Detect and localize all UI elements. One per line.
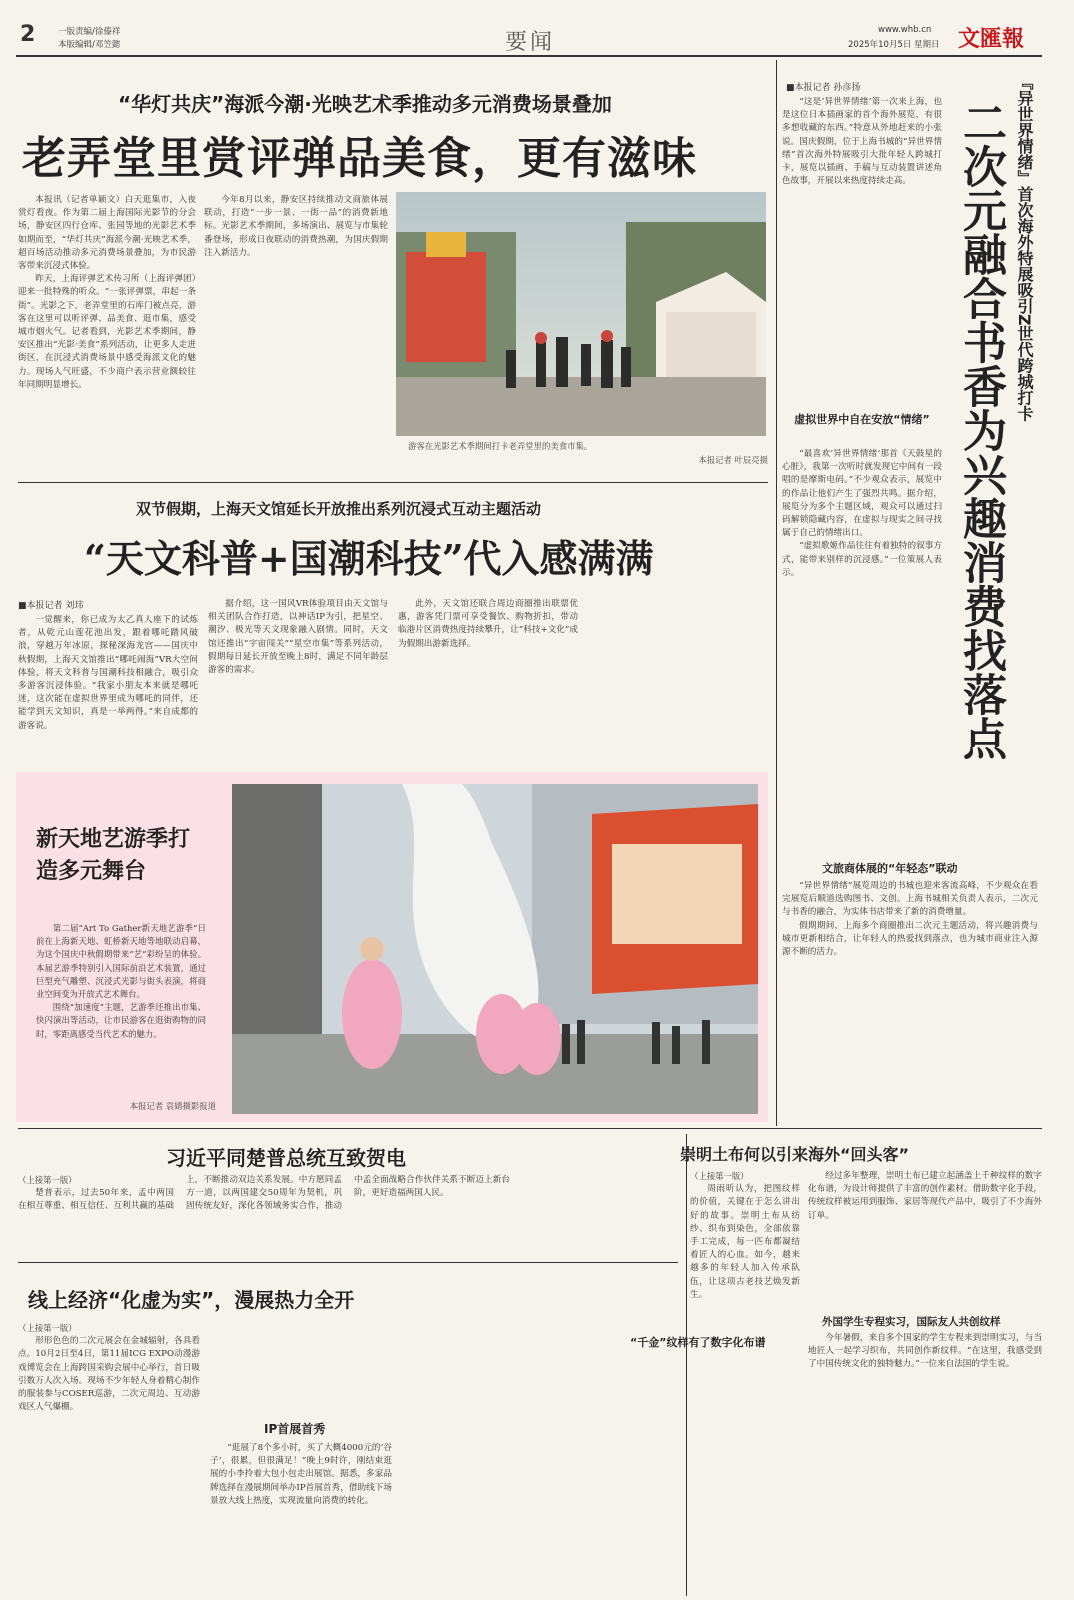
story-chongming-cloth bbox=[630, 1134, 1042, 1596]
newspaper-logo: 文匯報 bbox=[958, 26, 1025, 52]
story2-body2-text: 据介绍，这一国风VR体验项目由天文馆与相关团队合作打造，以神话IP为引，把星空、潮汐、极光等天文现象融入剧情。同时，天文馆还推出“宇宙闯关”“星空市集”等系列活动，假期每日延长开放至晚上8时，满足不同年龄层游客的需求。 bbox=[208, 599, 388, 676]
site-url: www.whb.cn bbox=[878, 25, 932, 35]
story2-col4 bbox=[588, 598, 768, 764]
story1-lead-text: 本报讯（记者单颖文）白天逛集市，入夜赏灯看夜。作为第二届上海国际光影节的分会场，静安区四行仓库、张园等地的光影艺术季如期而至，“华灯共庆”海派今潮·光映艺术季，超百场活动推动多元消费场景叠加，为市民游客带来沉浸式体验。 bbox=[18, 195, 196, 272]
story3-title-text: 新天地艺游季打造多元舞台 bbox=[36, 827, 191, 884]
divider-5 bbox=[776, 60, 777, 1126]
story2-headline: “天文科普+国潮科技”代入感满满 bbox=[84, 536, 654, 581]
story3-title bbox=[36, 824, 201, 888]
story5-col2 bbox=[210, 1442, 392, 1592]
story6-body3-text: 今年暑假，来自多个国家的学生专程来到崇明实习，与当地匠人一起学习织布，共同创作新纹样。“在这里，我感受到了中国传统文化的独特魅力。”一位来自法国的学生说。 bbox=[808, 1333, 1042, 1370]
story5-body-text: 形形色色的二次元展会在金城辐射，各具看点。10月2日至4日，第11届ICG EXPO动漫游戏博览会在上海跨国采购会展中心举行，首日吸引数万人次入场。现场不少年轻人身着精心制作的服装参与COSER巡游，二次元周边、互动游戏区人气爆棚。 bbox=[18, 1336, 200, 1413]
story4-text bbox=[18, 1174, 678, 1254]
night-market-photo bbox=[396, 192, 766, 436]
story1-kicker: “华灯共庆”海派今潮·光映艺术季推动多元消费场景叠加 bbox=[118, 92, 612, 116]
story1-caption: 游客在光影艺术季期间打卡老弄堂里的美食市集。 bbox=[408, 441, 593, 451]
story4-body-text: 楚普表示，过去50年来，孟中两国在相互尊重、相互信任、互利共赢的基础上，不断推动双边关系发展。中方愿同孟方一道，以两国建交50周年为契机，巩固传统友好，深化各领域务实合作，推动中孟全面战略合作伙伴关系不断迈上新台阶，更好造福两国人民。 bbox=[18, 1175, 510, 1212]
story6-cont: （上接第一版） bbox=[690, 1171, 749, 1181]
story5-body2-text: “逛展了8个多小时，买了大概4000元的‘谷子’，很累，但很满足！”晚上9时许，刚结束逛展的小李拎着大包小包走出展馆。据悉，多家品牌选择在漫展期间举办IP首展首秀，借助线下场景放大线上热度，实现流量向消费的转化。 bbox=[210, 1443, 392, 1506]
story5-headline: 线上经济“化虚为实”，漫展热力全开 bbox=[28, 1288, 355, 1312]
story7-body2-text: “最喜欢‘异世界情绪’那首《天鼓星的心脏》，我第一次听时就发现它中间有一段唱的是摩斯电码。”不少观众表示，展览中的作品让他们产生了强烈共鸣。据介绍，展览分为多个主题区域，观众可以通过扫码解锁隐藏内容，在虚拟与现实之间寻找属于自己的情绪出口。 bbox=[782, 449, 942, 539]
story-lane-dining bbox=[18, 60, 768, 480]
story6-subhead-2: 外国学生专程实习，国际友人共创纹样 bbox=[822, 1316, 1001, 1328]
story-xintiandi-box bbox=[16, 772, 768, 1122]
story3-body-text: 第二届“Art To Gather新天地艺游季”日前在上海新天地、虹桥新天地等地联动启幕，为这个国庆中秋假期带来“艺”彩纷呈的体验。本届艺游季特别引入国际前沿艺术装置，通过巨型充气雕塑、沉浸式光影与街头表演，将商业空间变为开放式艺术舞台。 bbox=[36, 923, 206, 1000]
divider-3 bbox=[18, 1262, 678, 1263]
art-installation-photo bbox=[232, 784, 758, 1114]
story7-body4-text: “异世界情绪”展览周边的书城也迎来客流高峰，不少观众在看完展览后顺道选购图书、文创。上海书城相关负责人表示，二次元与书香的融合，为实体书店带来了新的消费增量。 bbox=[782, 881, 1038, 918]
story1-credit: 本报记者 叶辰亮摄 bbox=[698, 455, 768, 465]
story7-subhead bbox=[782, 412, 942, 427]
story-anime-expo bbox=[18, 1266, 678, 1596]
story6-subhead: “千金”纹样有了数字化布谱 bbox=[630, 1336, 766, 1349]
story7-headline: 二次元融合书香为兴趣消费找落点 bbox=[955, 100, 1006, 760]
story6-col1 bbox=[690, 1170, 800, 1590]
story2-body3-text: 此外，天文馆还联合周边商圈推出联票优惠，游客凭门票可享受餐饮、购物折扣，带动临港片区消费热度持续攀升，让“科技+文化”成为假期出游新选择。 bbox=[398, 599, 578, 649]
story7-subhead-text: 虚拟世界中自在安放“情绪” bbox=[794, 413, 930, 426]
story5-col1 bbox=[18, 1322, 200, 1592]
story1-headline: 老弄堂里赏评弹品美食，更有滋味 bbox=[22, 133, 697, 184]
story3-credit: 本报记者 袁婧摄影报道 bbox=[129, 1101, 216, 1111]
masthead-rule bbox=[16, 55, 1042, 57]
story3-photo bbox=[232, 784, 758, 1114]
story2-col1 bbox=[18, 614, 198, 764]
story-planetarium bbox=[18, 488, 768, 770]
section-label: 要闻 bbox=[505, 30, 556, 55]
divider-4 bbox=[686, 1134, 687, 1596]
story7-subhead-2: 文旅商体展的“年轻态”联动 bbox=[822, 862, 958, 875]
story2-col2 bbox=[208, 598, 388, 764]
story1-body-col2 bbox=[204, 194, 388, 474]
story5-col3 bbox=[402, 1278, 672, 1592]
divider-1 bbox=[18, 482, 768, 483]
story7-body-text: “这是‘异世界情绪’第一次来上海，也是这位日本插画家的首个海外展览，有很多想收藏的东西。”特意从外地赶来的小张说。国庆假期，位于上海书城的“异世界情绪”首次海外特展吸引大批年轻人跨城打卡，展览以插画、手稿与互动装置讲述角色故事，开展以来热度持续走高。 bbox=[782, 97, 942, 187]
story7-side-title: 『异世界情绪』首次海外特展吸引Z世代跨城打卡 bbox=[1015, 74, 1034, 422]
page-number: 2 bbox=[20, 22, 36, 47]
story6-col3 bbox=[808, 1332, 1042, 1590]
issue-date: 2025年10月5日 星期日 bbox=[848, 40, 940, 50]
story4-headline: 习近平同楚普总统互致贺电 bbox=[166, 1146, 406, 1170]
story5-cont: （上接第一版） bbox=[18, 1323, 77, 1333]
story1-lead bbox=[18, 194, 196, 474]
story3-body2-text: 围绕“加速度”主题，艺游季还推出市集、快闪演出等活动，让市民游客在逛街购物的同时，零距离感受当代艺术的魅力。 bbox=[36, 1002, 206, 1039]
story7-body5-text: 假期期间，上海多个商圈推出二次元主题活动，将兴趣消费与城市更新相结合，让年轻人的热爱找到落点，也为城市商业注入源源不断的活力。 bbox=[782, 920, 1038, 958]
story2-kicker: 双节假期，上海天文馆延长开放推出系列沉浸式互动主题活动 bbox=[136, 500, 542, 518]
story7-wide-2 bbox=[782, 880, 1038, 1124]
story7-body3-text: “虚拟歌姬作品往往有着独特的叙事方式，能带来别样的沉浸感。”一位策展人表示。 bbox=[782, 541, 942, 578]
story7-byline: ■本报记者 孙彦扬 bbox=[786, 83, 861, 93]
divider-2 bbox=[18, 1128, 1042, 1129]
story5-subhead: IP首展首秀 bbox=[264, 1422, 326, 1436]
story3-text bbox=[36, 922, 206, 1092]
story6-body2-text: 经过多年整理，崇明土布已建立起涵盖上千种纹样的数字化布谱，为设计师提供了丰富的创作素材。借助数字化手段，传统纹样被运用到服饰、家居等现代产品中，吸引了不少海外订单。 bbox=[808, 1171, 1042, 1221]
story2-col3 bbox=[398, 598, 578, 764]
editor-line-2: 本版编辑/邓笠懿 bbox=[58, 40, 121, 50]
story-greetings bbox=[18, 1134, 678, 1258]
story2-body-text: 一觉醒来，你已成为太乙真人座下的试炼者，从乾元山莲花池出发，跟着哪吒踏风破浪，穿越万年冰原，探秘深海龙宫——国庆中秋假期，上海天文馆推出“哪吒闹海”VR大空间体验，将天文科普与国潮科技相融合，吸引众多游客沉浸体验。“我家小朋友本来就是哪吒迷，这次能在虚拟世界里成为哪吒的同伴，还能学到天文知识，真是一举两得。”来自成都的游客说。 bbox=[18, 615, 198, 731]
story6-headline: 崇明土布何以引来海外“回头客” bbox=[680, 1145, 910, 1164]
story1-body-text: 昨天，上海评弹艺术传习所（上海评弹团）迎来一批特殊的听众。“一张评弹票，串起一条街”。光影之下，老弄堂里的石库门被点亮，游客在这里可以听评弹、品美食、逛市集，感受城市烟火气。记者看到，光影艺术季期间，静安区推出“光影·美食”系列活动，让更多人走进街区，在沉浸式消费场景中感受海派文化的魅力。现场人气旺盛，不少商户表示营业额较往年同期明显增长。 bbox=[18, 274, 196, 390]
editor-line-1: 一版责编/徐傣祥 bbox=[58, 27, 121, 37]
story6-body-text: 周雨昕认为，把图纹样的价值，关键在于怎么讲出好的故事。崇明土布从纺纱、织布到染色，全部依靠手工完成，每一匹布都凝结着匠人的心血。如今，越来越多的年轻人加入传承队伍，让这项古老技艺焕发新生。 bbox=[690, 1184, 800, 1300]
story1-body2-text: 今年8月以来，静安区持续推动文商旅体展联动，打造“一步一景、一街一品”的消费新地标。光影艺术季期间，多场演出、展览与市集轮番登场，形成日夜联动的消费热潮，为国庆假期注入新活力。 bbox=[204, 195, 388, 258]
story2-byline: ■本报记者 刘玮 bbox=[18, 601, 84, 611]
story4-cont: （上接第一版） bbox=[18, 1175, 77, 1185]
story-anime-books bbox=[782, 60, 1042, 1126]
story7-col1 bbox=[782, 96, 942, 426]
story7-col1-b bbox=[782, 448, 942, 828]
story1-photo bbox=[396, 192, 766, 436]
masthead bbox=[0, 0, 1074, 55]
